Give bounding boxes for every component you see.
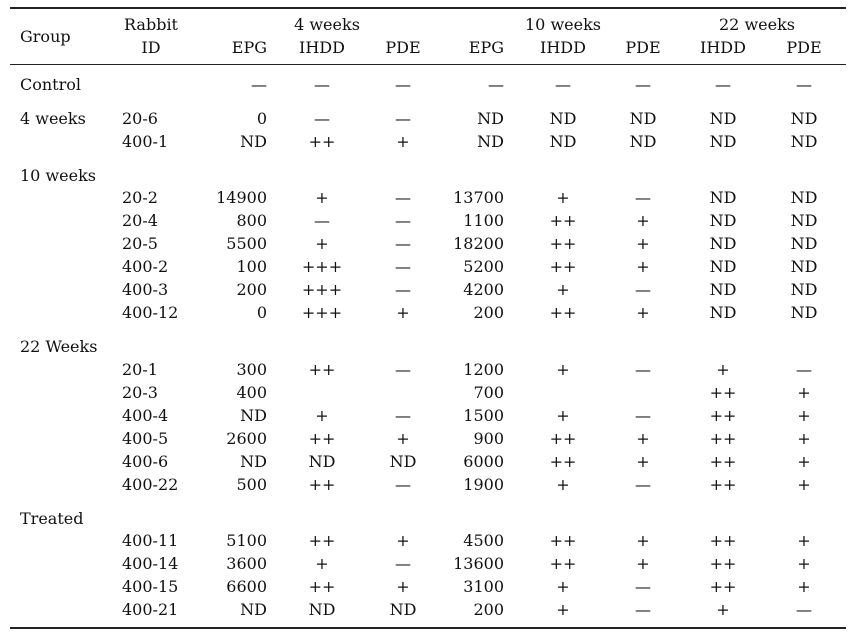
cell-ihdd-4: ND [308,600,336,619]
cell-epg-10: — [488,75,504,94]
header-10-weeks: 10 weeks [525,15,601,34]
rabbit-id: 20-5 [122,234,158,253]
cell-ihdd-10: ++ [549,429,577,448]
cell-pde-10: + [636,211,650,230]
cell-epg-4: 500 [236,475,267,494]
cell-epg-10: 200 [473,600,504,619]
cell-epg-10: 4200 [463,280,504,299]
cell-pde-4: — [395,234,411,253]
cell-ihdd-22: + [716,600,730,619]
cell-pde-22: — [796,360,812,379]
rabbit-id: 400-22 [122,475,179,494]
table-bottom-rule [10,627,846,629]
cell-ihdd-4: — [314,75,330,94]
cell-ihdd-22: ++ [709,554,737,573]
cell-pde-10: — [635,360,651,379]
cell-pde-4: — [395,75,411,94]
rabbit-id: 400-5 [122,429,169,448]
cell-epg-4: — [251,75,267,94]
rabbit-id: 400-6 [122,452,169,471]
cell-pde-4: — [395,554,411,573]
cell-pde-10: — [635,406,651,425]
cell-epg-4: 200 [236,280,267,299]
cell-pde-22: ND [790,280,818,299]
header-pde-22: PDE [786,38,822,57]
cell-pde-4: ND [389,452,417,471]
rabbit-id: 20-1 [122,360,158,379]
cell-ihdd-4: +++ [301,303,343,322]
cell-pde-22: + [797,383,811,402]
cell-epg-4: ND [240,132,267,151]
cell-ihdd-10: — [555,75,571,94]
cell-epg-10: 4500 [463,531,504,550]
cell-ihdd-22: ND [709,234,737,253]
cell-epg-10: ND [477,109,504,128]
cell-ihdd-22: ND [709,257,737,276]
cell-pde-4: ND [389,600,417,619]
cell-pde-4: + [396,303,410,322]
header-ihdd-10: IHDD [540,38,586,57]
cell-pde-22: ND [790,132,818,151]
cell-ihdd-22: ND [709,188,737,207]
cell-ihdd-22: + [716,360,730,379]
cell-ihdd-4: + [315,188,329,207]
cell-pde-22: — [796,75,812,94]
cell-pde-4: + [396,429,410,448]
cell-epg-4: 6600 [226,577,267,596]
cell-ihdd-10: ND [549,132,577,151]
cell-pde-10: + [636,531,650,550]
rabbit-id: 400-21 [122,600,179,619]
cell-ihdd-10: ++ [549,303,577,322]
cell-epg-4: 5100 [226,531,267,550]
cell-ihdd-22: ++ [709,475,737,494]
group-label: 10 weeks [20,166,96,185]
cell-pde-10: — [635,280,651,299]
cell-ihdd-10: ++ [549,234,577,253]
cell-ihdd-4: ND [308,452,336,471]
header-pde-10: PDE [625,38,661,57]
group-label: Control [20,75,82,94]
cell-ihdd-22: — [715,75,731,94]
cell-ihdd-10: + [556,406,570,425]
cell-epg-4: 800 [236,211,267,230]
cell-pde-22: + [797,406,811,425]
cell-epg-10: 13600 [453,554,504,573]
cell-ihdd-10: ++ [549,211,577,230]
cell-pde-10: + [636,257,650,276]
cell-ihdd-10: ++ [549,554,577,573]
cell-ihdd-4: — [314,211,330,230]
rabbit-id: 20-2 [122,188,158,207]
rabbit-id: 400-2 [122,257,169,276]
rabbit-id: 20-4 [122,211,158,230]
cell-ihdd-4: ++ [308,132,336,151]
cell-epg-10: 13700 [453,188,504,207]
cell-ihdd-10: ++ [549,452,577,471]
cell-pde-10: + [636,429,650,448]
cell-ihdd-4: +++ [301,280,343,299]
cell-pde-4: — [395,280,411,299]
cell-pde-10: — [635,475,651,494]
cell-ihdd-22: ++ [709,531,737,550]
cell-ihdd-4: +++ [301,257,343,276]
header-rabbit: Rabbit [124,15,178,34]
cell-pde-22: + [797,577,811,596]
cell-ihdd-4: ++ [308,360,336,379]
cell-epg-4: 14900 [216,188,267,207]
cell-ihdd-4: ++ [308,577,336,596]
cell-pde-22: ND [790,303,818,322]
cell-pde-10: ND [629,132,657,151]
cell-epg-4: ND [240,452,267,471]
cell-pde-22: + [797,429,811,448]
rabbit-id: 400-3 [122,280,169,299]
cell-ihdd-22: ND [709,132,737,151]
cell-ihdd-22: ND [709,211,737,230]
cell-epg-10: 700 [473,383,504,402]
cell-pde-10: + [636,234,650,253]
cell-pde-4: — [395,211,411,230]
header-ihdd-22: IHDD [700,38,746,57]
cell-pde-22: — [796,600,812,619]
header-group: Group [20,27,71,46]
rabbit-id: 20-3 [122,383,158,402]
cell-pde-4: + [396,577,410,596]
cell-pde-10: — [635,188,651,207]
cell-ihdd-4: — [314,109,330,128]
cell-epg-4: 0 [256,303,267,322]
cell-epg-10: 1200 [463,360,504,379]
cell-epg-10: 200 [473,303,504,322]
header-epg-4: EPG [231,38,267,57]
cell-epg-10: 1100 [463,211,504,230]
header-epg-10: EPG [468,38,504,57]
cell-pde-22: ND [790,234,818,253]
group-label: 22 Weeks [20,337,98,356]
cell-pde-10: + [636,554,650,573]
group-label: Treated [20,509,84,528]
cell-ihdd-10: ND [549,109,577,128]
cell-epg-10: 1900 [463,475,504,494]
cell-pde-4: — [395,360,411,379]
cell-pde-22: + [797,452,811,471]
cell-ihdd-4: + [315,406,329,425]
cell-epg-10: 900 [473,429,504,448]
cell-ihdd-10: + [556,475,570,494]
cell-pde-22: ND [790,188,818,207]
header-id: ID [141,38,161,57]
group-label: 4 weeks [20,109,86,128]
cell-ihdd-10: + [556,600,570,619]
cell-ihdd-4: ++ [308,475,336,494]
cell-pde-4: — [395,188,411,207]
cell-epg-10: 6000 [463,452,504,471]
cell-epg-10: 1500 [463,406,504,425]
cell-epg-10: ND [477,132,504,151]
table-header-rule [10,64,846,65]
rabbit-id: 400-11 [122,531,179,550]
cell-epg-4: ND [240,600,267,619]
rabbit-id: 400-4 [122,406,169,425]
cell-pde-22: ND [790,211,818,230]
cell-epg-4: 3600 [226,554,267,573]
cell-pde-22: ND [790,257,818,276]
cell-ihdd-22: ++ [709,406,737,425]
header-4-weeks: 4 weeks [294,15,360,34]
cell-pde-4: — [395,475,411,494]
cell-pde-4: + [396,531,410,550]
cell-pde-4: — [395,257,411,276]
cell-epg-4: 400 [236,383,267,402]
cell-pde-10: + [636,452,650,471]
table-top-rule [10,7,846,9]
rabbit-id: 400-1 [122,132,169,151]
cell-epg-4: ND [240,406,267,425]
cell-pde-4: + [396,132,410,151]
cell-pde-22: ND [790,109,818,128]
cell-pde-4: — [395,406,411,425]
rabbit-id: 400-15 [122,577,179,596]
cell-ihdd-4: ++ [308,429,336,448]
cell-ihdd-22: ND [709,109,737,128]
cell-pde-10: — [635,577,651,596]
cell-ihdd-22: ++ [709,429,737,448]
cell-ihdd-10: ++ [549,257,577,276]
cell-ihdd-4: + [315,234,329,253]
header-pde-4: PDE [385,38,421,57]
cell-epg-10: 18200 [453,234,504,253]
cell-pde-10: + [636,303,650,322]
cell-ihdd-10: ++ [549,531,577,550]
cell-pde-10: ND [629,109,657,128]
cell-ihdd-22: ++ [709,577,737,596]
cell-pde-22: + [797,475,811,494]
cell-epg-4: 5500 [226,234,267,253]
cell-ihdd-10: + [556,360,570,379]
cell-ihdd-4: ++ [308,531,336,550]
cell-ihdd-10: + [556,577,570,596]
cell-epg-4: 2600 [226,429,267,448]
cell-ihdd-22: ND [709,280,737,299]
cell-epg-4: 100 [236,257,267,276]
header-ihdd-4: IHDD [299,38,345,57]
cell-epg-4: 0 [256,109,267,128]
header-22-weeks: 22 weeks [719,15,795,34]
cell-pde-22: + [797,531,811,550]
rabbit-id: 400-14 [122,554,179,573]
cell-pde-22: + [797,554,811,573]
cell-ihdd-10: + [556,280,570,299]
cell-ihdd-4: + [315,554,329,573]
rabbit-id: 20-6 [122,109,158,128]
cell-epg-4: 300 [236,360,267,379]
cell-epg-10: 3100 [463,577,504,596]
cell-pde-10: — [635,75,651,94]
cell-pde-10: — [635,600,651,619]
rabbit-id: 400-12 [122,303,179,322]
cell-pde-4: — [395,109,411,128]
cell-ihdd-10: + [556,188,570,207]
cell-epg-10: 5200 [463,257,504,276]
cell-ihdd-22: ND [709,303,737,322]
cell-ihdd-22: ++ [709,383,737,402]
cell-ihdd-22: ++ [709,452,737,471]
